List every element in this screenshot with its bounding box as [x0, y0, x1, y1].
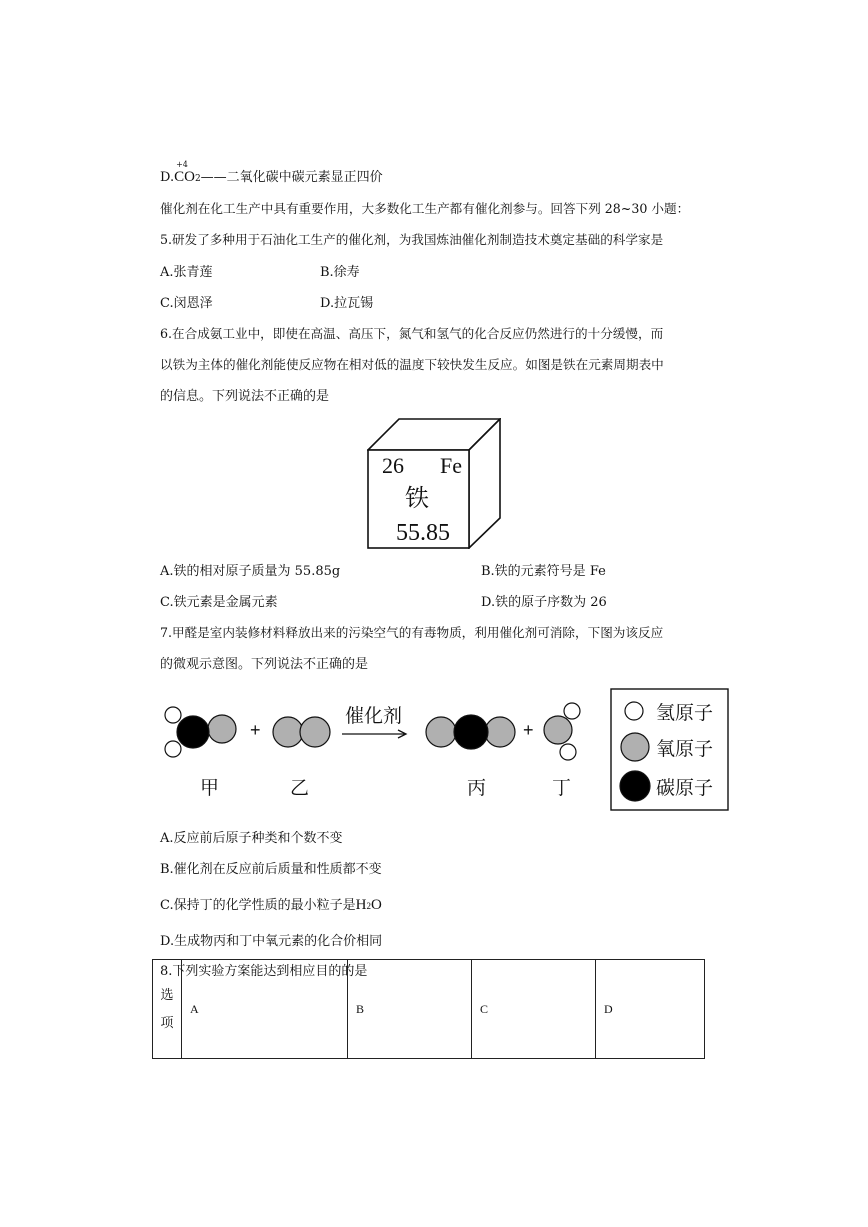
q7-option-c: C.保持丁的化学性质的最小粒子是: [160, 898, 356, 913]
co2-subscript: 2: [194, 174, 201, 184]
q6-option-a: A.铁的相对原子质量为 55.85g: [160, 564, 341, 579]
q7-option-b: B.催化剂在反应前后质量和性质都不变: [160, 862, 382, 877]
element-name: 铁: [405, 484, 429, 512]
legend-carbon-icon: [620, 771, 650, 801]
label-yi: 乙: [290, 777, 310, 799]
molecule-jia: [165, 707, 236, 757]
molecule-bing: [426, 715, 515, 749]
table-cell-d: D: [596, 960, 705, 1059]
catalyst-label: 催化剂: [345, 705, 403, 727]
q6-option-c: C.铁元素是金属元素: [160, 595, 278, 610]
label-jia: 甲: [200, 777, 220, 799]
q6-stem-line-2: 以铁为主体的催化剂能使反应物在相对低的温度下较快发生反应。如图是铁在元素周期表中: [160, 357, 664, 372]
q5-option-a: A.张青莲: [160, 265, 213, 280]
oxygen-atom: [485, 717, 515, 747]
context-text: 催化剂在化工生产中具有重要作用，大多数化工生产都有催化剂参与。回答下列 28~30 小题：: [160, 201, 690, 216]
legend-oxygen-label: 氧原子: [656, 738, 714, 760]
option-prefix: D.: [160, 170, 175, 185]
carbon-atom: [454, 715, 488, 749]
q7-option-a: A.反应前后原子种类和个数不变: [160, 831, 343, 846]
q5-option-c: C.闵恩泽: [160, 296, 213, 311]
charge-label: +4: [176, 160, 188, 169]
table-cell-c: C: [472, 960, 596, 1059]
element-symbol: Fe: [440, 453, 462, 478]
h2o-formula: H2O: [355, 897, 382, 913]
dash: ——: [200, 170, 227, 185]
q7-option-d: D.生成物丙和丁中氧元素的化合价相同: [160, 934, 383, 949]
table-cell-b: B: [348, 960, 472, 1059]
legend-oxygen-icon: [621, 733, 649, 761]
plus-sign: +: [250, 720, 261, 740]
q7-stem-line-2: 的微观示意图。下列说法不正确的是: [160, 657, 369, 672]
legend-carbon-label: 碳原子: [656, 777, 714, 799]
q8-stem: 8.下列实验方案能达到相应目的的是: [160, 964, 368, 979]
q7-option-c-line: [160, 898, 382, 913]
atomic-number: 26: [382, 453, 404, 478]
table-cell-a: A: [182, 960, 348, 1059]
oxygen-atom: [300, 717, 330, 747]
q5-stem: 5.研发了多种用于石油化工生产的催化剂，为我国炼油催化剂制造技术奠定基础的科学家是: [160, 232, 664, 247]
intro-line: [160, 160, 383, 185]
hydrogen-atom: [165, 741, 181, 757]
label-bing: 丙: [467, 777, 487, 799]
carbon-atom: [177, 716, 209, 748]
options-table: [152, 959, 705, 1059]
q6-option-d: D.铁的原子序数为 26: [481, 595, 607, 610]
hydrogen-atom: [564, 703, 580, 719]
co2-formula: CO: [174, 169, 195, 185]
molecule-yi: [273, 717, 330, 747]
hydrogen-atom: [560, 744, 576, 760]
reaction-diagram: [160, 686, 735, 816]
q6-stem-line-1: 6.在合成氨工业中，即使在高温、高压下，氮气和氢气的化合反应仍然进行的十分缓慢，而: [160, 326, 664, 341]
label-ding: 丁: [552, 777, 572, 799]
hydrogen-atom: [165, 707, 181, 723]
legend-hydrogen-label: 氢原子: [656, 702, 714, 724]
q6-option-b: B.铁的元素符号是 Fe: [481, 564, 606, 579]
molecule-ding: [544, 703, 580, 760]
plus-sign: +: [523, 720, 534, 740]
legend-box: [611, 689, 728, 810]
oxygen-atom: [544, 716, 572, 744]
q7-stem-line-1: 7.甲醛是室内装修材料释放出来的污染空气的有毒物质，利用催化剂可消除，下图为该反应: [160, 625, 664, 640]
table-row: [153, 960, 705, 1059]
oxygen-atom: [208, 715, 236, 743]
q5-option-d: D.拉瓦锡: [320, 296, 374, 311]
intro-desc: 二氧化碳中碳元素显正四价: [226, 170, 383, 185]
q6-stem-line-3: 的信息。下列说法不正确的是: [160, 389, 330, 404]
table-header-cell: 选 项: [153, 960, 182, 1059]
oxygen-atom: [273, 717, 303, 747]
legend-hydrogen-icon: [625, 702, 643, 720]
atomic-mass: 55.85: [396, 520, 450, 546]
q5-option-b: B.徐寿: [320, 265, 360, 280]
oxygen-atom: [426, 717, 456, 747]
